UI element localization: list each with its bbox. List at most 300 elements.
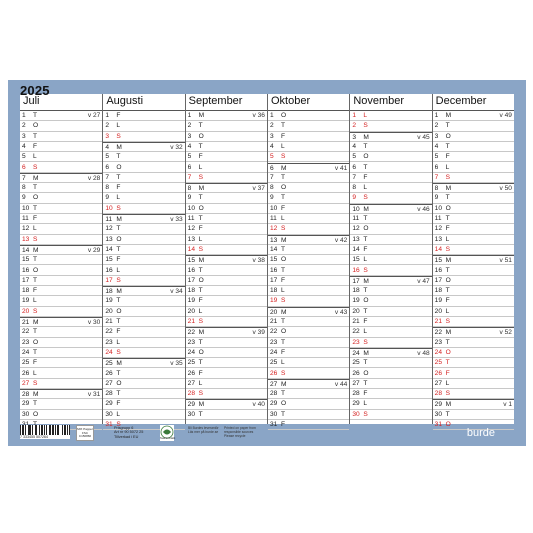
day-row[interactable] <box>20 245 102 255</box>
day-row[interactable] <box>103 214 184 224</box>
day-row[interactable] <box>268 152 349 162</box>
weekday-letter: T <box>33 256 38 264</box>
day-row[interactable] <box>433 183 514 193</box>
day-number: 6 <box>352 163 356 171</box>
day-row[interactable] <box>20 369 102 379</box>
day-row[interactable] <box>350 173 431 183</box>
week-number: v 31 <box>87 391 101 399</box>
day-row[interactable] <box>433 204 514 214</box>
day-row[interactable] <box>433 266 514 276</box>
day-row[interactable] <box>350 276 431 286</box>
day-row[interactable] <box>20 132 102 142</box>
day-row[interactable] <box>268 296 349 306</box>
weekday-letter: M <box>445 112 452 119</box>
day-row[interactable] <box>433 255 514 265</box>
day-row[interactable] <box>268 183 349 193</box>
day-row[interactable] <box>350 142 431 152</box>
day-number: 10 <box>270 204 278 212</box>
day-row[interactable] <box>350 296 431 306</box>
day-row[interactable] <box>20 358 102 368</box>
day-row[interactable] <box>268 214 349 224</box>
calendar-sheet <box>8 80 526 446</box>
weekday-letter: L <box>198 235 203 243</box>
day-row[interactable] <box>103 173 184 183</box>
day-row[interactable] <box>433 142 514 152</box>
weekday-letter: S <box>363 266 368 274</box>
day-row[interactable] <box>103 327 184 337</box>
day-number: 11 <box>22 215 29 222</box>
day-row[interactable] <box>103 379 184 389</box>
weekday-letter: S <box>33 235 38 243</box>
day-row[interactable] <box>433 245 514 255</box>
weekday-letter: M <box>445 401 452 409</box>
day-row[interactable] <box>186 389 267 399</box>
weekday-letter: O <box>116 235 122 243</box>
barcode-bar <box>65 425 66 435</box>
day-row[interactable] <box>350 389 431 399</box>
day-row[interactable] <box>268 266 349 276</box>
day-row[interactable] <box>268 132 349 142</box>
day-number: 30 <box>352 410 360 418</box>
day-number: 20 <box>105 307 113 315</box>
weekday-letter: T <box>33 348 38 356</box>
day-row[interactable] <box>20 173 102 183</box>
day-row[interactable] <box>103 183 184 193</box>
barcode-number: 7 333455 507264 <box>20 435 70 439</box>
weekday-letter: T <box>281 410 286 418</box>
day-number: 15 <box>352 256 360 264</box>
day-row[interactable] <box>433 379 514 389</box>
month-name: Oktober <box>271 95 311 107</box>
day-row[interactable] <box>186 255 267 265</box>
day-row[interactable] <box>433 410 514 420</box>
day-row[interactable] <box>268 111 349 121</box>
day-number: 16 <box>187 266 195 274</box>
day-row[interactable] <box>103 389 184 399</box>
barcode-bar <box>46 425 47 435</box>
weekday-letter: M <box>281 164 287 172</box>
day-number: 10 <box>434 204 442 212</box>
day-number: 11 <box>187 215 195 222</box>
day-row[interactable] <box>103 142 184 152</box>
weekday-letter: M <box>445 329 452 337</box>
day-row[interactable] <box>20 338 102 348</box>
day-row[interactable] <box>103 399 184 409</box>
weekday-letter: T <box>198 338 203 346</box>
day-row[interactable] <box>350 327 431 337</box>
day-row[interactable] <box>186 245 267 255</box>
day-row[interactable] <box>20 163 102 173</box>
day-number: 27 <box>352 379 360 387</box>
day-row[interactable] <box>268 358 349 368</box>
day-row[interactable] <box>433 389 514 399</box>
day-number: 21 <box>352 318 360 325</box>
day-row[interactable] <box>20 327 102 337</box>
day-row[interactable] <box>186 276 267 286</box>
day-row[interactable] <box>350 369 431 379</box>
weekday-letter: S <box>281 153 286 161</box>
month-name: Juli <box>23 95 40 107</box>
day-row[interactable] <box>268 121 349 131</box>
day-row[interactable] <box>186 204 267 214</box>
day-row[interactable] <box>103 266 184 276</box>
day-row[interactable] <box>268 389 349 399</box>
day-row[interactable] <box>103 235 184 245</box>
day-number: 29 <box>105 400 113 408</box>
day-row[interactable] <box>186 410 267 420</box>
day-row[interactable] <box>433 276 514 286</box>
day-row[interactable] <box>103 276 184 286</box>
day-row[interactable] <box>350 204 431 214</box>
day-row[interactable] <box>350 255 431 265</box>
week-number: v 38 <box>252 257 265 265</box>
day-row[interactable] <box>103 410 184 420</box>
day-row[interactable] <box>20 121 102 131</box>
day-row[interactable] <box>268 379 349 389</box>
day-row[interactable] <box>350 163 431 173</box>
weekday-letter: O <box>281 328 287 336</box>
day-number: 24 <box>434 348 442 356</box>
day-number: 6 <box>434 163 439 171</box>
day-row[interactable] <box>186 358 267 368</box>
cert-text-line: Läs mer på burde.se <box>188 430 219 434</box>
day-row[interactable] <box>186 214 267 224</box>
day-row[interactable] <box>20 193 102 203</box>
weekday-letter: O <box>116 307 122 315</box>
day-row[interactable] <box>103 317 184 327</box>
weekday-letter: T <box>445 266 450 274</box>
day-row[interactable] <box>186 111 267 121</box>
weekday-letter: T <box>116 245 121 253</box>
day-row[interactable] <box>20 111 102 121</box>
day-number: 9 <box>105 194 109 202</box>
day-row[interactable] <box>268 410 349 420</box>
weekday-letter: T <box>281 390 286 398</box>
weekday-letter: L <box>116 410 120 418</box>
day-row[interactable] <box>20 348 102 358</box>
day-row[interactable] <box>268 163 349 173</box>
weekday-letter: T <box>33 400 38 408</box>
day-row[interactable] <box>186 338 267 348</box>
barcode-bar <box>30 425 31 435</box>
weekday-letter: M <box>363 349 369 357</box>
day-row[interactable] <box>268 255 349 265</box>
day-row[interactable] <box>186 121 267 131</box>
weekday-letter: M <box>33 174 39 182</box>
day-row[interactable] <box>350 152 431 162</box>
weekday-letter: M <box>116 360 122 368</box>
day-number: 25 <box>270 359 278 367</box>
print-info-line: Prisgrupp 6 <box>114 426 134 430</box>
day-row[interactable] <box>350 214 431 224</box>
day-row[interactable] <box>350 307 431 317</box>
day-number: 11 <box>270 215 277 222</box>
day-row[interactable] <box>350 399 431 409</box>
day-row[interactable] <box>20 399 102 409</box>
day-row[interactable] <box>433 327 514 337</box>
day-row[interactable] <box>186 193 267 203</box>
weekday-letter: L <box>198 307 203 315</box>
day-row[interactable] <box>103 245 184 255</box>
day-number: 22 <box>352 328 360 336</box>
day-number: 22 <box>22 328 30 336</box>
day-number: 12 <box>22 225 30 233</box>
day-number: 17 <box>352 277 360 285</box>
day-number: 22 <box>270 328 278 336</box>
day-row[interactable] <box>20 224 102 234</box>
day-number: 20 <box>22 307 30 315</box>
day-row[interactable] <box>103 255 184 265</box>
day-number: 24 <box>22 348 30 356</box>
weekday-letter: S <box>116 132 121 140</box>
weekday-letter: L <box>281 215 285 222</box>
day-row[interactable] <box>20 379 102 389</box>
weekday-letter: L <box>116 338 120 346</box>
day-row[interactable] <box>350 183 431 193</box>
weekday-letter: S <box>116 421 121 428</box>
day-row[interactable] <box>268 338 349 348</box>
day-row[interactable] <box>103 163 184 173</box>
weekday-letter: O <box>445 421 451 428</box>
day-number: 29 <box>187 401 195 409</box>
day-number: 28 <box>352 390 360 398</box>
day-row[interactable] <box>186 379 267 389</box>
barcode-bar <box>25 425 26 435</box>
day-row[interactable] <box>186 266 267 276</box>
day-number: 30 <box>22 410 30 418</box>
day-row[interactable] <box>268 224 349 234</box>
week-number: v 30 <box>87 319 101 326</box>
day-row[interactable] <box>350 358 431 368</box>
day-number: 14 <box>270 245 278 253</box>
weekday-letter: T <box>445 215 450 222</box>
weekday-letter: S <box>281 225 286 233</box>
day-row[interactable] <box>103 111 184 121</box>
day-row[interactable] <box>350 245 431 255</box>
day-row[interactable] <box>350 121 431 131</box>
weekday-letter: L <box>363 184 367 192</box>
day-row[interactable] <box>268 245 349 255</box>
weekday-letter: F <box>116 400 121 408</box>
day-row[interactable] <box>20 286 102 296</box>
day-row[interactable] <box>433 358 514 368</box>
weekday-letter: L <box>363 112 367 119</box>
day-number: 23 <box>22 338 30 346</box>
day-row[interactable] <box>20 235 102 245</box>
week-number: v 42 <box>334 236 348 244</box>
weekday-letter: S <box>363 194 368 202</box>
day-row[interactable] <box>268 420 349 430</box>
day-row[interactable] <box>186 317 267 327</box>
weekday-letter: T <box>445 194 450 202</box>
day-number: 9 <box>187 194 192 202</box>
day-row[interactable] <box>103 193 184 203</box>
day-row[interactable] <box>350 111 431 121</box>
day-row[interactable] <box>268 276 349 286</box>
day-row[interactable] <box>186 327 267 337</box>
day-row[interactable] <box>350 410 431 420</box>
day-number: 3 <box>105 132 109 140</box>
weekday-letter: O <box>33 410 39 418</box>
weekday-letter: M <box>198 185 205 193</box>
day-row[interactable] <box>103 204 184 214</box>
day-number: 27 <box>22 379 30 387</box>
day-number: 4 <box>434 142 439 150</box>
day-row[interactable] <box>103 348 184 358</box>
day-row[interactable] <box>186 152 267 162</box>
day-row[interactable] <box>103 286 184 296</box>
day-row[interactable] <box>20 183 102 193</box>
day-row[interactable] <box>433 235 514 245</box>
day-row[interactable] <box>268 348 349 358</box>
day-row[interactable] <box>268 142 349 152</box>
weekday-letter: O <box>363 297 369 305</box>
day-row[interactable] <box>433 152 514 162</box>
weekday-letter: S <box>281 297 286 305</box>
day-row[interactable] <box>186 399 267 409</box>
weekday-letter: T <box>198 194 203 202</box>
day-row[interactable] <box>433 399 514 409</box>
day-row[interactable] <box>268 327 349 337</box>
day-row[interactable] <box>20 152 102 162</box>
day-row[interactable] <box>186 173 267 183</box>
day-row[interactable] <box>268 173 349 183</box>
day-row[interactable] <box>433 163 514 173</box>
weekday-letter: T <box>363 287 368 295</box>
day-row[interactable] <box>103 296 184 306</box>
day-row[interactable] <box>268 399 349 409</box>
weekday-letter: F <box>281 421 286 428</box>
day-row[interactable] <box>20 204 102 214</box>
weekday-letter: T <box>363 359 368 367</box>
day-row[interactable] <box>186 183 267 193</box>
day-row[interactable] <box>186 132 267 142</box>
day-row[interactable] <box>433 214 514 224</box>
month-name: September <box>188 95 243 107</box>
day-row[interactable] <box>186 142 267 152</box>
week-number: v 36 <box>252 112 265 119</box>
day-row[interactable] <box>433 173 514 183</box>
day-row[interactable] <box>350 286 431 296</box>
day-row[interactable] <box>350 132 431 142</box>
day-row[interactable] <box>20 317 102 327</box>
weekday-letter: S <box>33 163 38 171</box>
day-row[interactable] <box>20 276 102 286</box>
day-number: 24 <box>105 348 113 356</box>
day-row[interactable] <box>20 307 102 317</box>
day-number: 5 <box>22 153 26 161</box>
day-row[interactable] <box>103 369 184 379</box>
weekday-letter: S <box>116 348 121 356</box>
day-row[interactable] <box>433 111 514 121</box>
day-row[interactable] <box>433 193 514 203</box>
fsc-label: MIX Papper FSC C156866 <box>77 427 93 439</box>
day-row[interactable] <box>433 296 514 306</box>
day-row[interactable] <box>433 317 514 327</box>
weekday-letter: T <box>445 359 450 367</box>
day-number: 6 <box>105 163 109 171</box>
day-row[interactable] <box>103 121 184 131</box>
day-row[interactable] <box>433 338 514 348</box>
weekday-letter: T <box>281 245 286 253</box>
day-row[interactable] <box>20 410 102 420</box>
day-row[interactable] <box>186 307 267 317</box>
day-row[interactable] <box>350 224 431 234</box>
weekday-letter: T <box>33 276 38 284</box>
weekday-letter: S <box>363 338 368 346</box>
day-number: 19 <box>187 297 195 305</box>
day-number: 4 <box>270 142 274 150</box>
day-row[interactable] <box>20 296 102 306</box>
day-row[interactable] <box>20 266 102 276</box>
day-row[interactable] <box>103 224 184 234</box>
day-row[interactable] <box>103 152 184 162</box>
day-row[interactable] <box>350 317 431 327</box>
day-number: 18 <box>434 287 442 295</box>
day-row[interactable] <box>20 214 102 224</box>
day-row[interactable] <box>268 317 349 327</box>
day-row[interactable] <box>20 255 102 265</box>
day-row[interactable] <box>186 235 267 245</box>
day-row[interactable] <box>268 307 349 317</box>
day-number: 29 <box>352 400 360 408</box>
day-row[interactable] <box>350 235 431 245</box>
day-number: 16 <box>22 266 30 274</box>
day-row[interactable] <box>186 163 267 173</box>
day-row[interactable] <box>433 286 514 296</box>
day-row[interactable] <box>268 286 349 296</box>
barcode-bar <box>20 425 21 435</box>
day-number: 26 <box>22 369 30 377</box>
day-row[interactable] <box>20 389 102 399</box>
day-row[interactable] <box>433 121 514 131</box>
day-row[interactable] <box>350 379 431 389</box>
day-row[interactable] <box>186 296 267 306</box>
day-row[interactable] <box>268 204 349 214</box>
day-row[interactable] <box>20 142 102 152</box>
day-row[interactable] <box>186 224 267 234</box>
day-row[interactable] <box>103 132 184 142</box>
weekday-letter: F <box>363 173 368 181</box>
weekday-letter: T <box>33 328 38 336</box>
day-row[interactable] <box>103 358 184 368</box>
day-number: 12 <box>270 225 278 233</box>
day-row[interactable] <box>186 348 267 358</box>
day-row[interactable] <box>350 348 431 358</box>
day-number: 20 <box>187 307 195 315</box>
day-row[interactable] <box>433 224 514 234</box>
day-row[interactable] <box>433 132 514 142</box>
day-row[interactable] <box>350 193 431 203</box>
day-row[interactable] <box>186 369 267 379</box>
day-row[interactable] <box>433 369 514 379</box>
day-row[interactable] <box>268 235 349 245</box>
day-row[interactable] <box>433 348 514 358</box>
day-number: 13 <box>187 235 195 243</box>
day-row[interactable] <box>103 307 184 317</box>
day-row[interactable] <box>433 307 514 317</box>
weekday-letter: O <box>116 163 122 171</box>
day-number: 4 <box>352 142 356 150</box>
day-row[interactable] <box>268 193 349 203</box>
day-row[interactable] <box>268 369 349 379</box>
day-row[interactable] <box>350 338 431 348</box>
day-row[interactable] <box>186 286 267 296</box>
day-row[interactable] <box>350 266 431 276</box>
ecolabel-label: Svanenmärkt <box>160 437 176 440</box>
day-row[interactable] <box>103 338 184 348</box>
day-number: 28 <box>187 390 195 398</box>
